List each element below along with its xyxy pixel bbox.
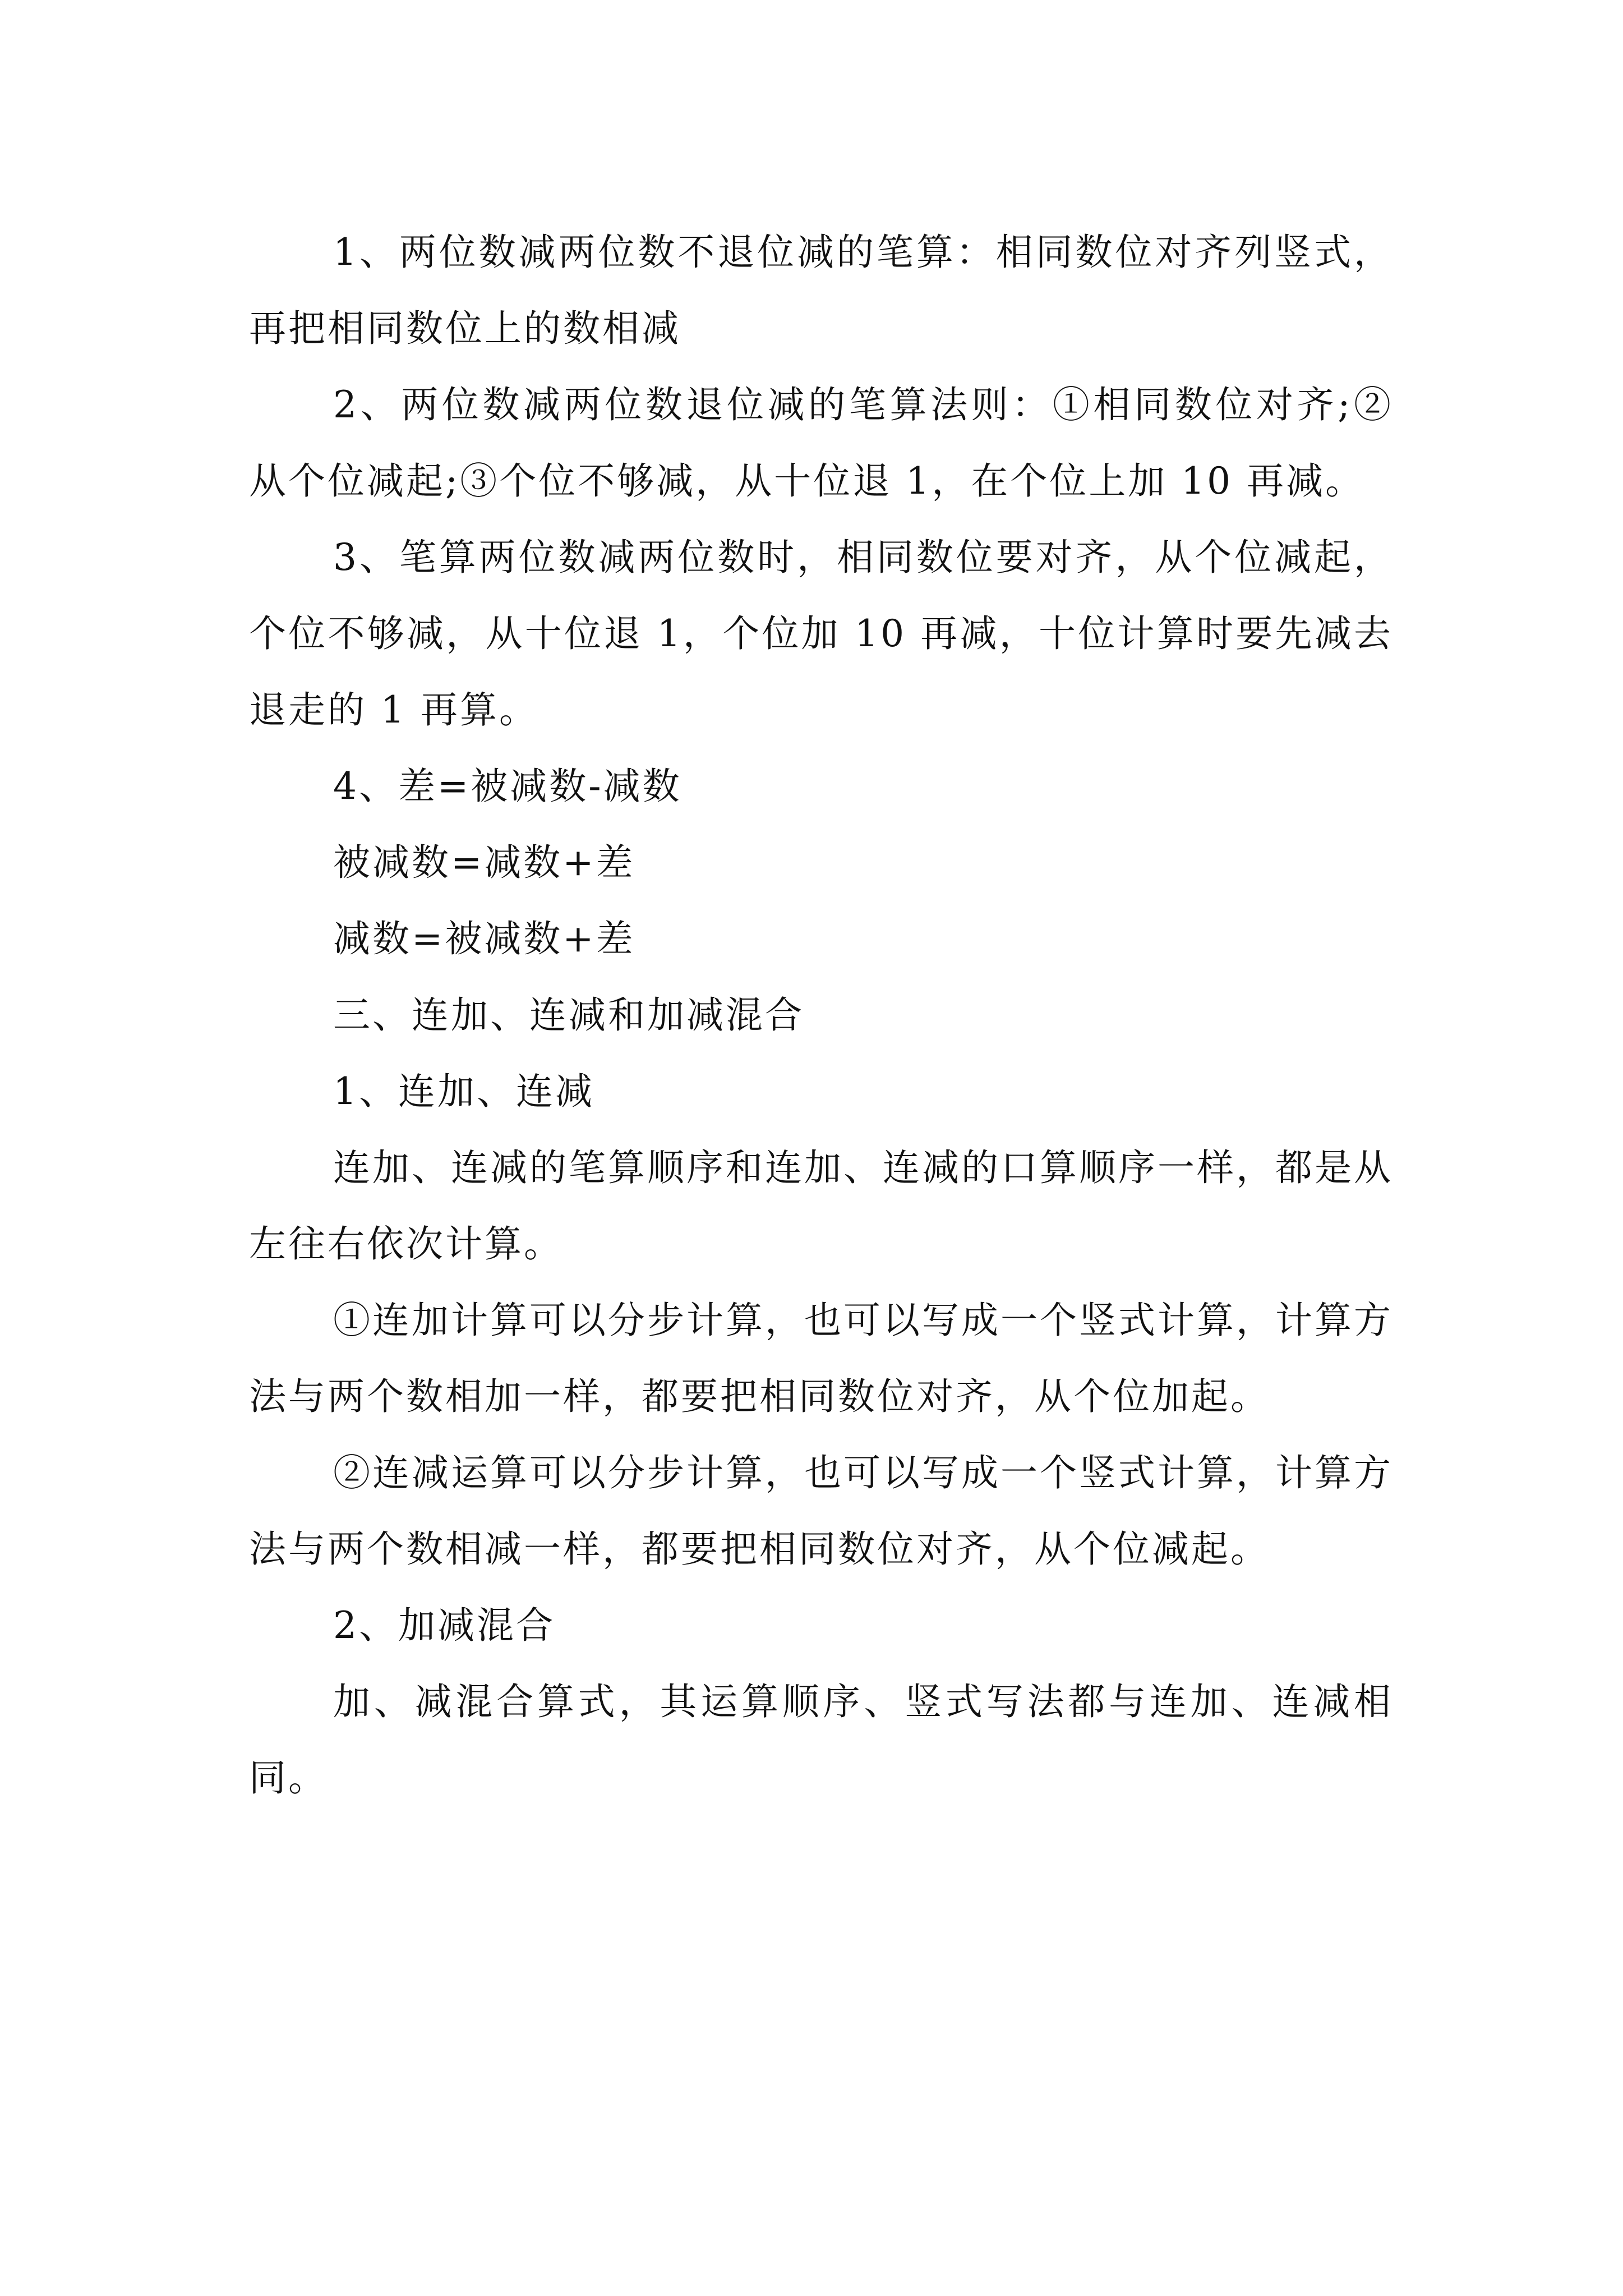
formula-minuend: 被减数=减数+差 <box>333 841 635 884</box>
paragraph-subtraction-no-borrow: 1、两位数减两位数不退位减的笔算：相同数位对齐列竖式，再把相同数位上的数相减 <box>249 231 1393 350</box>
section-heading-mixed-operations: 三、连加、连减和加减混合 <box>333 993 804 1037</box>
paragraph-consecutive-subtraction: ②连减运算可以分步计算，也可以写成一个竖式计算，计算方法与两个数相减一样，都要把相同数位对齐，从个位减起。 <box>249 1451 1393 1571</box>
paragraph-subtraction-written-method: 3、笔算两位数减两位数时，相同数位要对齐，从个位减起，个位不够减，从十位退 1，个位加 10 再减，十位计算时要先减去退走的 1 再算。 <box>249 536 1393 731</box>
paragraph-consecutive-addition: ①连加计算可以分步计算，也可以写成一个竖式计算，计算方法与两个数相加一样，都要把相同数位对齐，从个位加起。 <box>249 1299 1393 1418</box>
formula-difference: 4、差=被减数-减数 <box>333 765 682 808</box>
subheading-consecutive-add-subtract: 1、连加、连减 <box>333 1070 594 1113</box>
formula-subtrahend: 减数=被减数+差 <box>333 917 635 960</box>
paragraph-calculation-order: 连加、连减的笔算顺序和连加、连减的口算顺序一样，都是从左往右依次计算。 <box>249 1146 1393 1266</box>
subheading-mixed-add-subtract: 2、加减混合 <box>333 1604 555 1647</box>
paragraph-subtraction-borrow-rule: 2、两位数减两位数退位减的笔算法则：①相同数位对齐;②从个位减起;③个位不够减，从十位退 1，在个位上加 10 再减。 <box>249 383 1393 503</box>
document-body <box>249 214 1393 1816</box>
paragraph-mixed-operations: 加、减混合算式，其运算顺序、竖式写法都与连加、连减相同。 <box>249 1680 1393 1800</box>
